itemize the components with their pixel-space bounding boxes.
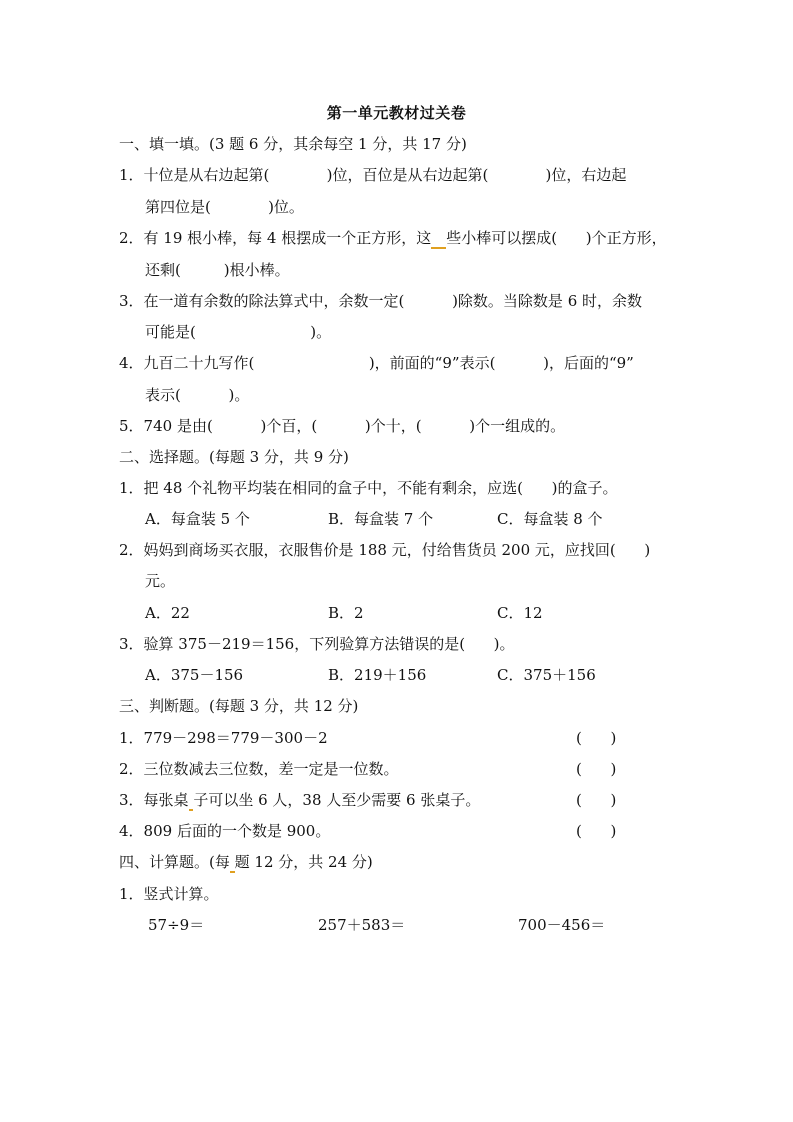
s3-q2-answer-paren: ( ) [576, 760, 617, 778]
s4-question-1: 1．竖式计算。 [119, 885, 219, 903]
s1-question-4-line-2: 表示( )。 [145, 386, 250, 404]
s3-question-3 [119, 790, 480, 810]
s2-q1-option-c: C．每盒装 8 个 [497, 510, 603, 528]
s1-question-5: 5．740 是由( )个百，( )个十，( )个一组成的。 [119, 417, 566, 435]
s1-question-1-line-2: 第四位是( )位。 [145, 198, 304, 216]
s1-question-2-part-b: 些小棒可以摆成( )个正方形， [446, 229, 667, 247]
s2-question-2-line-2: 元。 [145, 572, 176, 590]
s1-question-3-line-2: 可能是( )。 [145, 323, 332, 341]
section-2-heading: 二、选择题。(每题 3 分，共 9 分) [119, 448, 349, 466]
section-4-heading-part-a: 四、计算题。(每 [119, 853, 230, 871]
section-4-heading-part-b: 题 12 分，共 24 分) [234, 853, 373, 871]
s2-q3-option-b: B．219＋156 [328, 666, 427, 684]
s3-question-4: 4．809 后面的一个数是 900。 [119, 822, 331, 840]
s3-q1-answer-paren: ( ) [576, 729, 617, 747]
s2-question-1: 1．把 48 个礼物平均装在相同的盒子中，不能有剩余，应选( )的盒子。 [119, 479, 618, 497]
s2-question-2-line-1: 2．妈妈到商场买衣服，衣服售价是 188 元，付给售货员 200 元，应找回( ) [119, 541, 651, 559]
section-4-heading [119, 852, 373, 872]
s2-q2-option-a: A．22 [145, 604, 190, 622]
s3-question-2: 2．三位数减去三位数，差一定是一位数。 [119, 760, 399, 778]
s2-question-3: 3．验算 375－219＝156，下列验算方法错误的是( )。 [119, 635, 515, 653]
s1-question-2-part-a: 2．有 19 根小棒，每 4 根摆成一个正方形，这 [119, 229, 432, 247]
s1-question-1-line-1: 1．十位是从右边起第( )位，百位是从右边起第( )位，右边起 [119, 166, 627, 184]
s2-q2-option-b: B．2 [328, 604, 364, 622]
section-1-heading: 一、填一填。(3 题 6 分，其余每空 1 分，共 17 分) [119, 135, 467, 153]
s1-question-2-line-2: 还剩( )根小棒。 [145, 261, 290, 279]
s3-question-3-part-b: 子可以坐 6 人，38 人至少需要 6 张桌子。 [193, 791, 481, 809]
s2-q2-option-c: C．12 [497, 604, 543, 622]
s1-question-4-line-1: 4．九百二十九写作( )，前面的“9”表示( )，后面的“9” [119, 354, 634, 372]
section-3-heading: 三、判断题。(每题 3 分，共 12 分) [119, 697, 359, 715]
s3-q3-answer-paren: ( ) [576, 791, 617, 809]
calc-item-1: 57÷9＝ [148, 916, 205, 934]
s1-question-3-line-1: 3．在一道有余数的除法算式中，余数一定( )除数。当除数是 6 时，余数 [119, 292, 643, 310]
calc-item-2: 257＋583＝ [318, 916, 406, 934]
s1-question-2-line-1 [119, 228, 667, 248]
s3-q4-answer-paren: ( ) [576, 822, 617, 840]
s3-question-1: 1．779－298＝779－300－2 [119, 729, 328, 747]
s2-q1-option-b: B．每盒装 7 个 [328, 510, 434, 528]
s2-q3-option-a: A．375－156 [145, 666, 244, 684]
calc-item-3: 700－456＝ [518, 916, 606, 934]
s2-q1-option-a: A．每盒装 5 个 [145, 510, 250, 528]
s2-q3-option-c: C．375＋156 [497, 666, 596, 684]
page-title: 第一单元教材过关卷 [326, 104, 467, 122]
highlight-mark [431, 229, 446, 249]
s3-question-3-part-a: 3．每张桌 [119, 791, 189, 809]
